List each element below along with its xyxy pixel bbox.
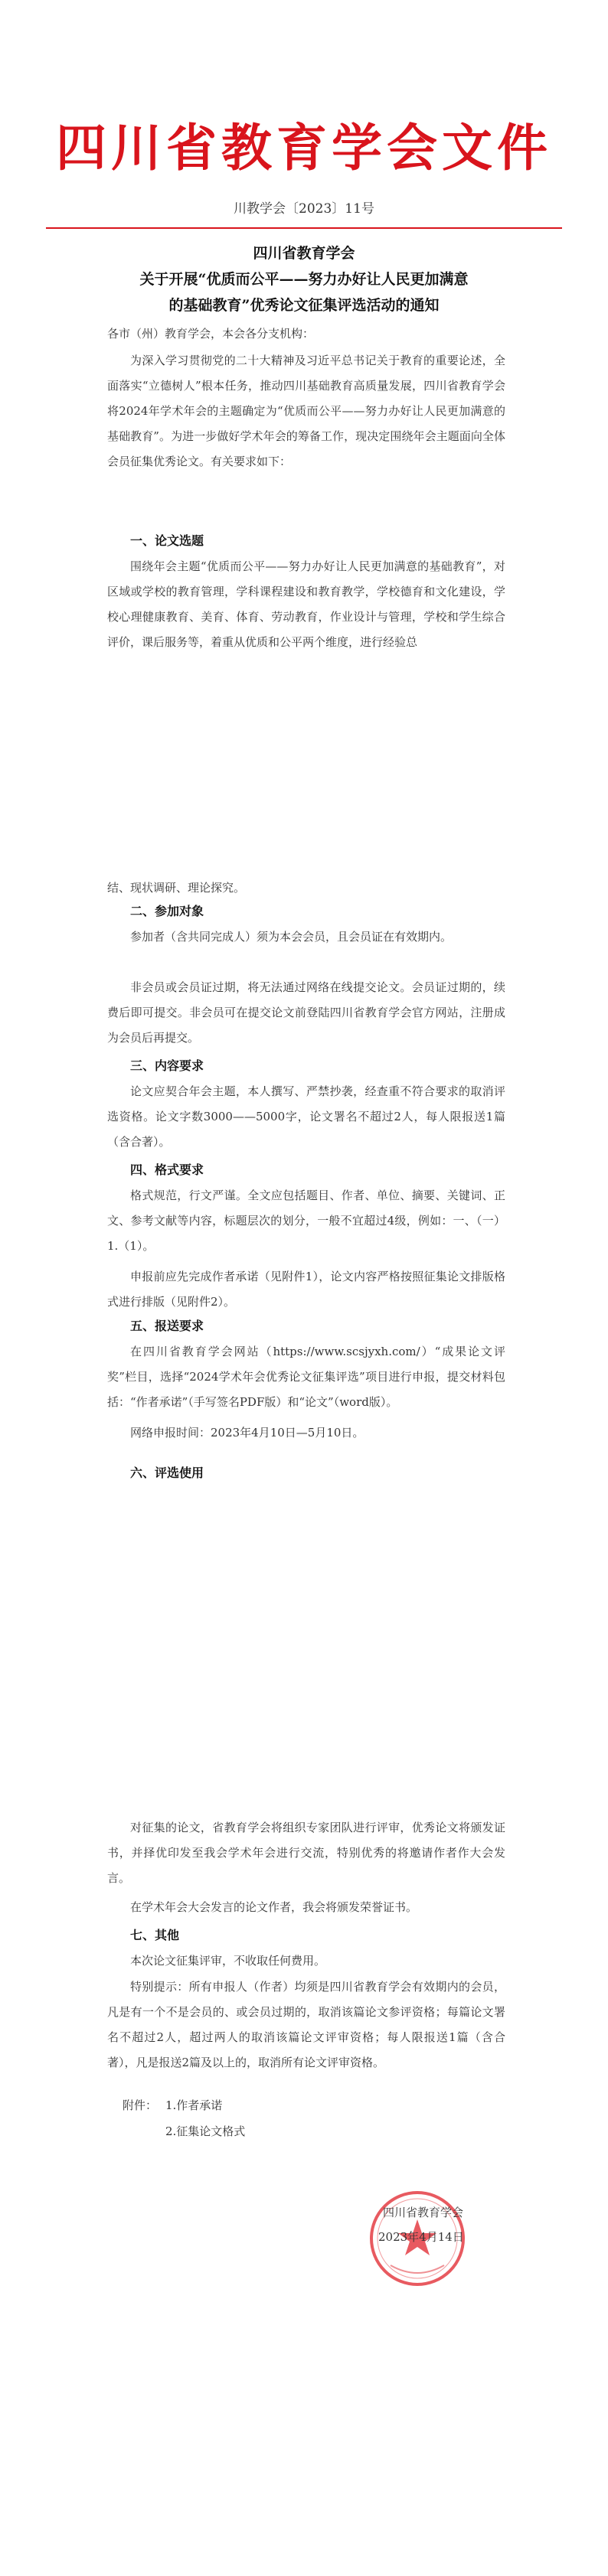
- title-line-1: 四川省教育学会: [253, 245, 355, 262]
- section-6-paragraph-1: 对征集的论文，省教育学会将组织专家团队进行评审，优秀论文将颁发证书，并择优印发至我会学术年会进行交流，特别优秀的将邀请作者作大会发言。: [107, 1821, 505, 1885]
- section-1-paragraph: 围绕年会主题“优质而公平——努力办好让人民更加满意的基础教育”，对区域或学校的教育管理，学科课程建设和教育教学，学校德育和文化建设，学校心理健康教育、美育、体育、劳动教育，作业设计与管理，学校和学生综合评价，课后服务等，着重从优质和公平两个维度，进行经验总: [107, 559, 505, 649]
- intro-paragraph: 为深入学习贯彻党的二十大精神及习近平总书记关于教育的重要论述，全面落实“立德树人”根本任务，推动四川基础教育高质量发展，四川省教育学会将2024年学术年会的主题确定为“优质而公平——努力办好让人民更加满意的基础教育”。为进一步做好学术年会的筹备工作，现决定围绕年会主题面向全体会员征集优秀论文。有关要求如下：: [107, 354, 505, 468]
- title-line-2: 关于开展“优质而公平——努力办好让人民更加满意: [139, 271, 469, 288]
- section-4-paragraph-2: 申报前应先完成作者承诺（见附件1），论文内容严格按照征集论文排版格式进行排版（见附件2）。: [107, 1270, 505, 1309]
- section-5-heading: 五、报送要求: [130, 1319, 204, 1333]
- document-number: 川教学会〔2023〕11号: [234, 201, 374, 217]
- attachment-item-1: 1.作者承诺: [165, 2098, 223, 2112]
- red-separator-line: [46, 227, 562, 229]
- section-3-heading: 三、内容要求: [130, 1058, 204, 1073]
- attachment-item-2: 2.征集论文格式: [165, 2124, 246, 2138]
- section-2-heading: 二、参加对象: [130, 904, 204, 918]
- signature-organization: 四川省教育学会: [383, 2206, 464, 2219]
- section-2-paragraph-2: 非会员或会员证过期，将无法通过网络在线提交论文。会员证过期的，续费后即可提交。非会员可在提交论文前登陆四川省教育学会官方网站，注册成为会员后再提交。: [107, 980, 505, 1045]
- section-4-paragraph-1: 格式规范，行文严谨。全文应包括题目、作者、单位、摘要、关键词、正文、参考文献等内容，标题层次的划分，一般不宜超过4级，例如：一、（一）1.（1）。: [107, 1189, 505, 1253]
- section-1-paragraph-continued: 结、现状调研、理论探究。: [107, 881, 246, 895]
- section-7-paragraph-1: 本次论文征集评审，不收取任何费用。: [130, 1954, 326, 1968]
- document-masthead: 四川省教育学会文件: [56, 118, 552, 178]
- section-6-heading: 六、评选使用: [130, 1466, 204, 1480]
- section-4-heading: 四、格式要求: [130, 1162, 204, 1177]
- title-line-3: 的基础教育”优秀论文征集评选活动的通知: [168, 297, 440, 314]
- signature-date: 2023年4月14日: [378, 2230, 464, 2244]
- section-7-heading: 七、其他: [130, 1928, 180, 1942]
- section-1-heading: 一、论文选题: [130, 533, 204, 548]
- section-3-paragraph: 论文应契合年会主题，本人撰写、严禁抄袭，经查重不符合要求的取消评选资格。论文字数3000——5000字，论文署名不超过2人，每人限报送1篇（含合著）。: [107, 1084, 505, 1149]
- section-2-paragraph-1: 参加者（含共同完成人）须为本会会员，且会员证在有效期内。: [130, 930, 453, 944]
- section-5-paragraph-1: 在四川省教育学会网站（https://www.scsjyxh.com/）“成果论文评奖”栏目，选择“2024学术年会优秀论文征集评选”项目进行申报，提交材料包括：“作者承诺”（手写签名PDF版）和“论文”（word版）。: [107, 1345, 505, 1409]
- section-7-paragraph-2: 特别提示：所有申报人（作者）均须是四川省教育学会有效期内的会员，凡是有一个不是会员的、或会员过期的，取消该篇论文参评资格；每篇论文署名不超过2人，超过两人的取消该篇论文评审资格；每人限报送1篇（含合著），凡是报送2篇及以上的，取消所有论文评审资格。: [107, 1980, 505, 2069]
- attachments-label: 附件：: [123, 2098, 158, 2112]
- section-6-paragraph-2: 在学术年会大会发言的论文作者，我会将颁发荣誉证书。: [130, 1900, 418, 1914]
- section-5-paragraph-2: 网络申报时间：2023年4月10日—5月10日。: [130, 1426, 364, 1440]
- salutation: 各市（州）教育学会，本会各分支机构：: [107, 327, 315, 341]
